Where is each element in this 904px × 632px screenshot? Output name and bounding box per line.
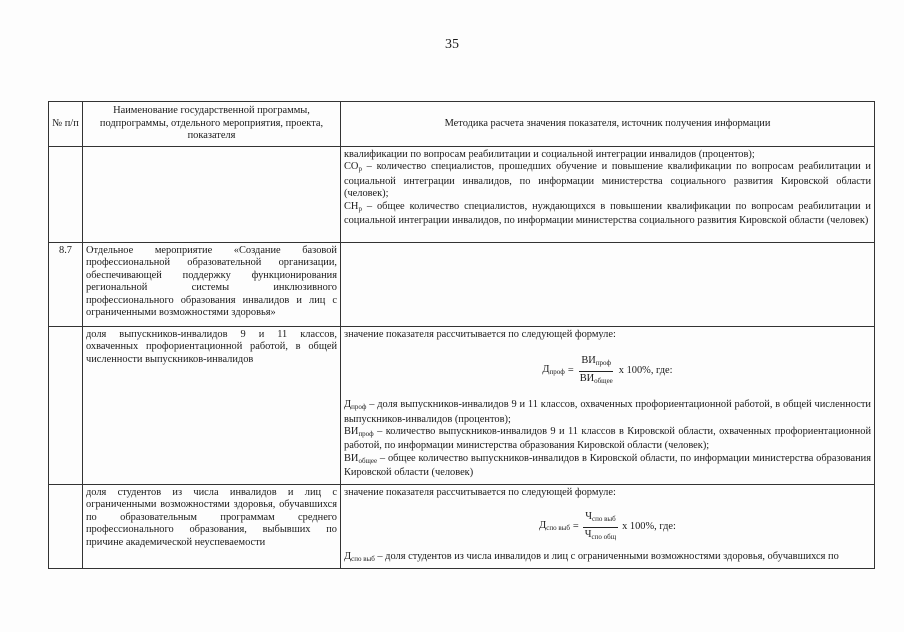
cell-name — [83, 147, 341, 243]
table-row — [49, 327, 875, 485]
text-line: квалификации по вопросам реабилитации и социальной интеграции инвалидов (процентов); — [344, 149, 755, 160]
formula-lhs: $Д_{спо выб}$ — [539, 520, 570, 533]
formula-fraction: $\frac{Ч_{спо выб}}{Ч_{спо общ}}$ — [584, 511, 617, 541]
cell-methodology — [341, 147, 875, 243]
formula-intro: значение показателя рассчитывается по следующей формуле: — [344, 329, 616, 340]
cell-number: 8.7 — [49, 243, 83, 327]
formula-tail: х 100%, где: — [622, 521, 676, 533]
formula-lhs: $Д_{проф}$ — [542, 364, 565, 377]
formula-tail: х 100%, где: — [618, 365, 673, 377]
cell-number — [49, 327, 83, 485]
header-methodology: Методика расчета значения показателя, источник получения информации — [341, 102, 875, 147]
definition-co: $СО_р$ – количество специалистов, прошедших обучение и повышение квалификации по вопросам реабилитации и социальной интеграции инвалидов, по информации министерства социального развития Кировской области (человек); — [344, 161, 871, 200]
cell-methodology — [341, 485, 875, 569]
cell-name: доля студентов из числа инвалидов и лиц с ограниченными возможностями здоровья, обучавшихся по образовательным программам среднего профессионального образования, выбывших по причине академической неуспеваемости — [83, 485, 341, 569]
formula: $Д_{спо выб}$ = $\frac{Ч_{спо выб}}{Ч_{спо общ}}$ х 100%, где: — [344, 511, 871, 543]
definition-ch: $СН_р$ – общее количество специалистов, нуждающихся в повышении квалификации по вопросам реабилитации и социальной интеграции инвалидов, по информации министерства социального развития Кировской области (человек) — [344, 200, 871, 227]
cell-name: Отдельное мероприятие «Создание базовой профессиональной образовательной организации, обеспечивающей поддержку функционирования региональной системы инклюзивного профессионального образования инвалидов и лиц с ограниченными возможностями здоровья» — [83, 243, 341, 327]
table-row — [49, 147, 875, 243]
formula-intro: значение показателя рассчитывается по следующей формуле: — [344, 487, 616, 498]
cell-number — [49, 485, 83, 569]
page-number: 35 — [445, 37, 459, 52]
cell-name: доля выпускников-инвалидов 9 и 11 классов, охваченных профориентационной работой, в общей численности выпускников-инвалидов — [83, 327, 341, 485]
cell-methodology — [341, 327, 875, 485]
cell-methodology — [341, 243, 875, 327]
header-number: № п/п — [49, 102, 83, 147]
header-name: Наименование государственной программы, подпрограммы, отдельного мероприятия, проекта, показателя — [83, 102, 341, 147]
table-header-row — [49, 102, 875, 147]
formula: $Д_{проф}$ = $\frac{ВИ_{проф}}{ВИ_{общее}}$ х 100%, где: — [344, 355, 871, 387]
table-row — [49, 243, 875, 327]
formula-fraction: $\frac{ВИ_{проф}}{ВИ_{общее}}$ — [579, 355, 613, 385]
methodology-table — [48, 101, 875, 569]
definition-d-prof: $Д_{проф}$ – доля выпускников-инвалидов 9 и 11 классов, охваченных профориентационной работой, в общей численности выпускников-инвалидов (процентов); — [344, 399, 871, 425]
definition-d-spo: $Д_{спо выб}$ – доля студентов из числа инвалидов и лиц с ограниченными возможностями здоровья, обучавшихся по — [344, 551, 839, 564]
definition-vi-total: $ВИ_{общее}$ – общее количество выпускников-инвалидов в Кировской области, по информации министерства образования Кировской области (человек) — [344, 452, 871, 479]
table-row — [49, 485, 875, 569]
cell-number — [49, 147, 83, 243]
definition-vi-prof: $ВИ_{проф}$ – количество выпускников-инвалидов 9 и 11 классов в Кировской области, охваченных профориентационной работой, по информации министерства образования Кировской области (человек); — [344, 426, 871, 452]
